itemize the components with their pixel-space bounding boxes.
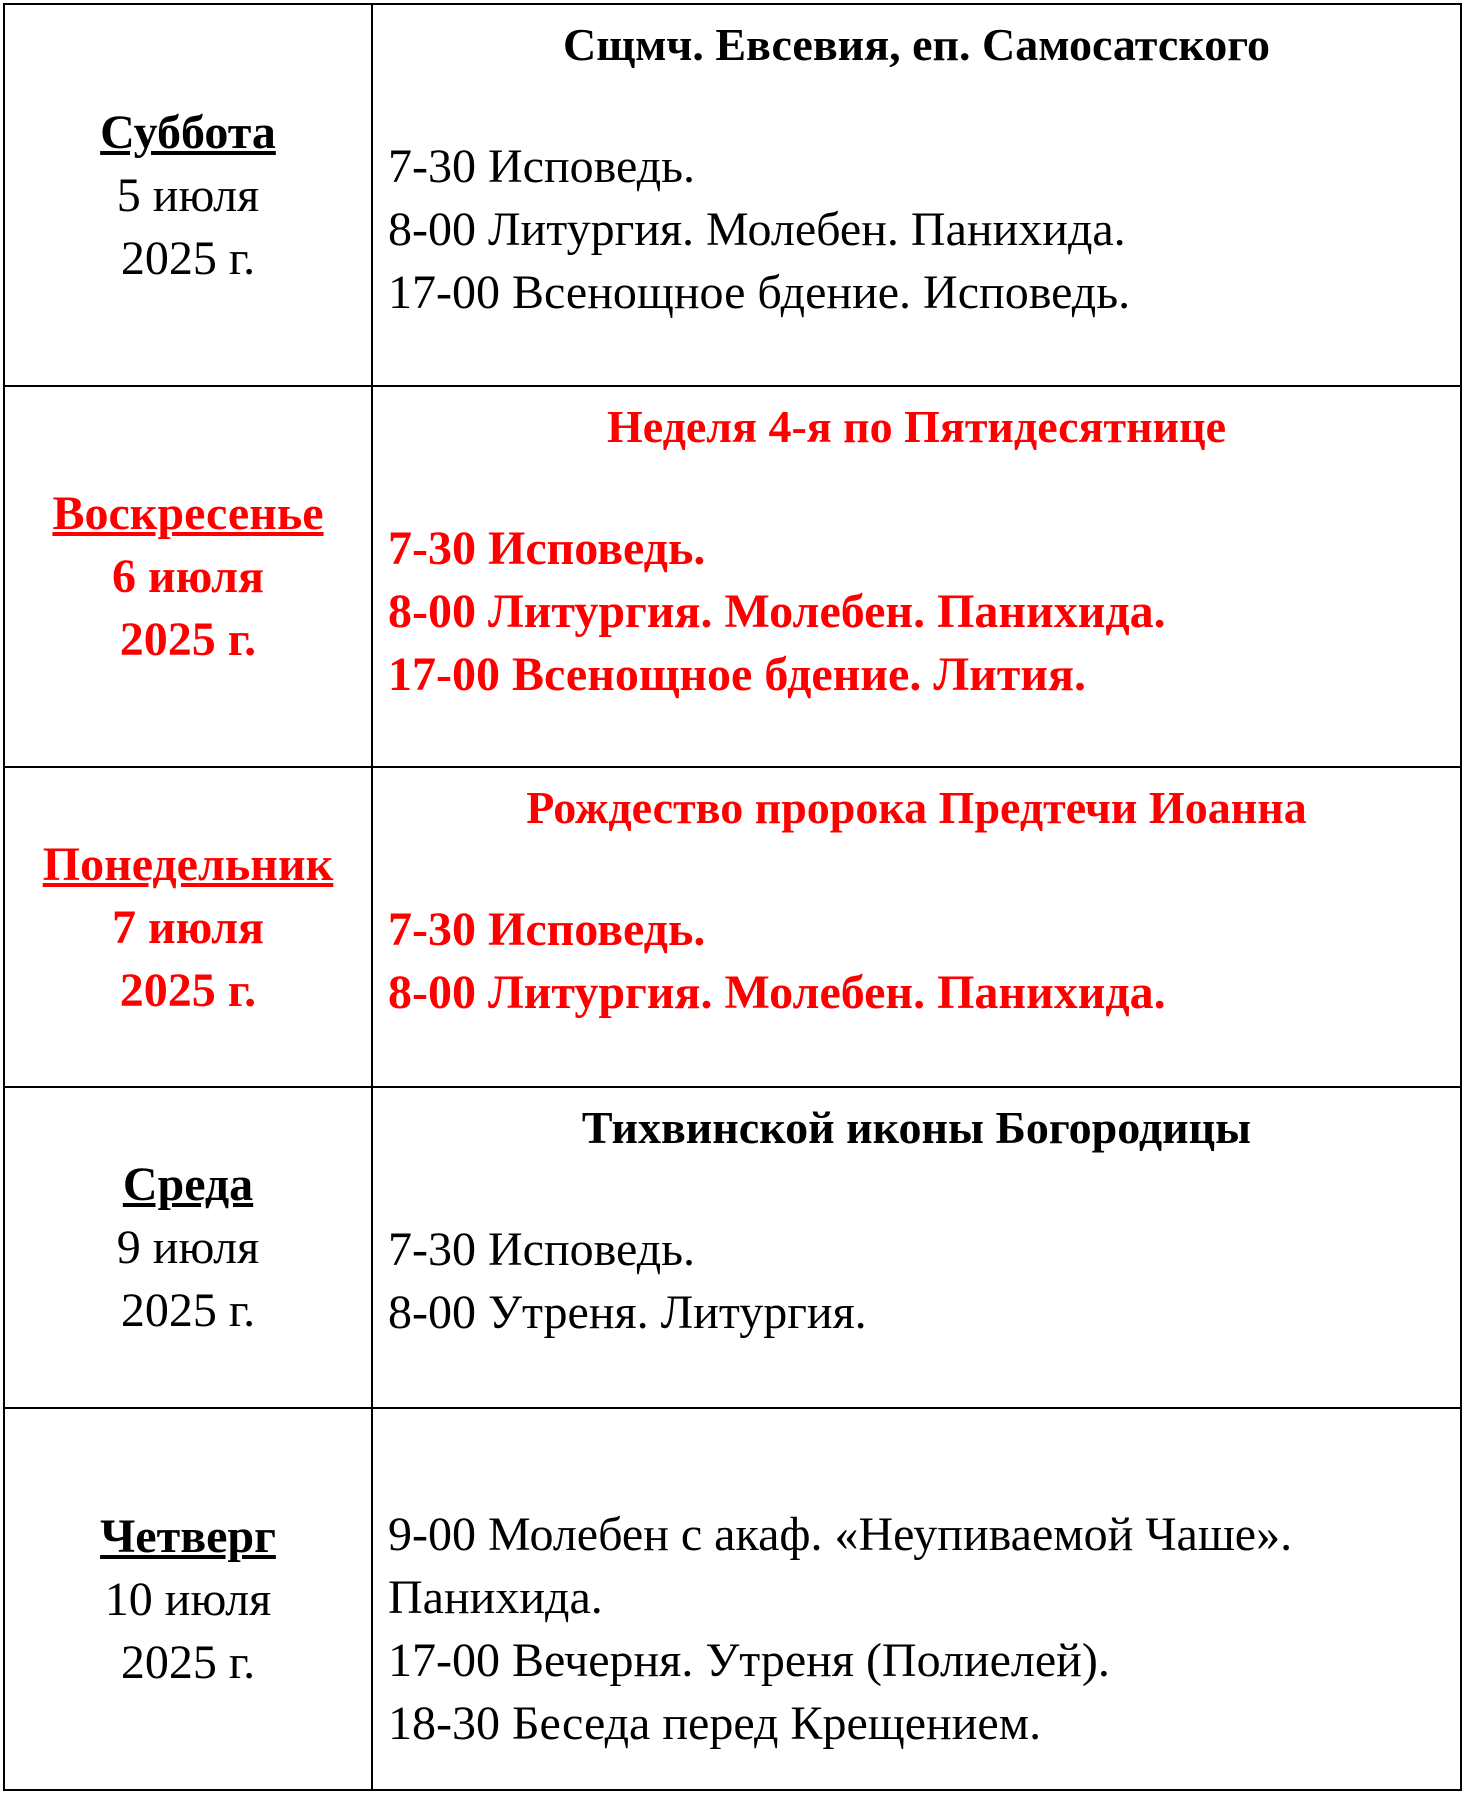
schedule-row-wednesday <box>4 1087 1461 1408</box>
service-cell <box>372 1087 1461 1408</box>
day-name: Четверг <box>100 1509 276 1563</box>
day-cell <box>4 1408 372 1790</box>
service-item: 17-00 Всенощное бдение. Лития. <box>388 648 1086 701</box>
service-item: 18-30 Беседа перед Крещением. <box>388 1697 1042 1750</box>
day-year: 2025 г. <box>120 1284 256 1337</box>
schedule-row-monday <box>4 767 1461 1087</box>
feast-title: Тихвинской иконы Богородицы <box>581 1102 1252 1153</box>
service-cell <box>372 386 1461 767</box>
service-list <box>373 1218 1460 1344</box>
day-year: 2025 г. <box>120 231 256 285</box>
service-list <box>373 517 1460 706</box>
feast-title: Рождество пророка Предтечи Иоанна <box>526 782 1307 833</box>
day-cell <box>4 386 372 767</box>
service-item: 7-30 Исповедь. <box>388 140 696 193</box>
service-cell <box>372 767 1461 1087</box>
day-cell <box>4 767 372 1087</box>
service-cell <box>372 4 1461 386</box>
service-item: 8-00 Утреня. Литургия. <box>388 1286 867 1339</box>
day-date: 6 июля <box>111 550 265 603</box>
day-cell <box>4 4 372 386</box>
day-year: 2025 г. <box>119 963 257 1017</box>
service-list <box>373 1503 1460 1755</box>
day-date: 5 июля <box>116 168 260 222</box>
service-cell <box>372 1408 1461 1790</box>
service-item: 17-00 Всенощное бдение. Исповедь. <box>388 266 1131 319</box>
schedule-row-thursday <box>4 1408 1461 1790</box>
day-cell <box>4 1087 372 1408</box>
service-list <box>373 898 1460 1024</box>
service-item: 8-00 Литургия. Молебен. Панихида. <box>388 203 1126 256</box>
day-name: Воскресенье <box>52 487 324 540</box>
day-year: 2025 г. <box>120 1635 256 1689</box>
day-name: Среда <box>122 1158 254 1211</box>
schedule-row-saturday <box>4 4 1461 386</box>
service-item: 8-00 Литургия. Молебен. Панихида. <box>388 966 1166 1019</box>
service-item: 7-30 Исповедь. <box>388 522 706 575</box>
day-name: Суббота <box>100 105 276 159</box>
day-date: 9 июля <box>116 1221 260 1274</box>
service-item: 7-30 Исповедь. <box>388 1223 696 1276</box>
service-item: 8-00 Литургия. Молебен. Панихида. <box>388 585 1166 638</box>
day-date: 10 июля <box>104 1572 272 1626</box>
day-date: 7 июля <box>111 900 265 954</box>
day-name: Понедельник <box>42 837 334 891</box>
service-item: 17-00 Вечерня. Утреня (Полиелей). <box>388 1634 1110 1687</box>
day-year: 2025 г. <box>119 613 257 666</box>
service-item: Панихида. <box>388 1571 603 1624</box>
feast-title: Неделя 4-я по Пятидесятнице <box>606 401 1227 452</box>
feast-title: Сщмч. Евсевия, еп. Самосатского <box>563 19 1270 70</box>
schedule-table <box>3 3 1462 1791</box>
service-list <box>373 135 1460 324</box>
schedule-row-sunday <box>4 386 1461 767</box>
service-item: 9-00 Молебен с акаф. «Неупиваемой Чаше». <box>388 1508 1293 1561</box>
service-item: 7-30 Исповедь. <box>388 903 706 956</box>
